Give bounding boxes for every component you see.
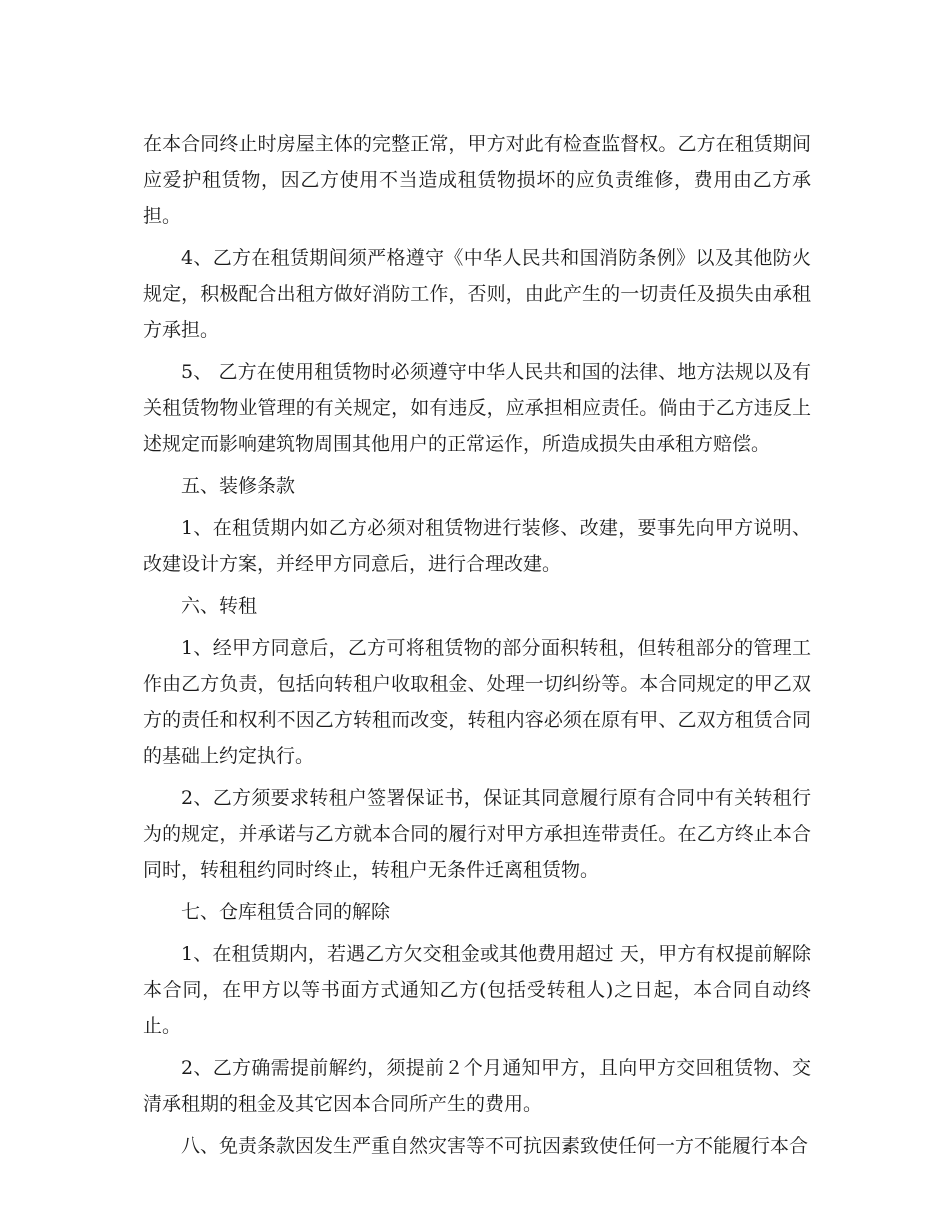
document-body xyxy=(143,126,811,1170)
clause-paragraph: 4、乙方在租赁期间须严格遵守《中华人民共和国消防条例》以及其他防火规定，积极配合出租方做好消防工作，否则，由此产生的一切责任及损失由承租方承担。 xyxy=(143,247,811,341)
section-heading: 六、转租 xyxy=(181,595,258,617)
clause-paragraph: 1、在租赁期内如乙方必须对租赁物进行装修、改建，要事先向甲方说明、改建设计方案，并经甲方同意后，进行合理改建。 xyxy=(143,517,811,575)
section-heading: 七、仓库租赁合同的解除 xyxy=(181,901,391,923)
clause-paragraph: 1、在租赁期内，若遇乙方欠交租金或其他费用超过 天，甲方有权提前解除本合同，在甲方以等书面方式通知乙方(包括受转租人)之日起，本合同自动终止。 xyxy=(143,943,811,1037)
clause-paragraph: 2、乙方须要求转租户签署保证书，保证其同意履行原有合同中有关转租行为的规定，并承诺与乙方就本合同的履行对甲方承担连带责任。在乙方终止本合同时，转租租约同时终止，转租户无条件迁离租赁物。 xyxy=(143,787,811,881)
clause-paragraph: 2、乙方确需提前解约，须提前２个月通知甲方，且向甲方交回租赁物、交清承租期的租金及其它因本合同所产生的费用。 xyxy=(143,1057,811,1115)
clause-paragraph: 八、免责条款因发生严重自然灾害等不可抗因素致使任何一方不能履行本合 xyxy=(181,1135,809,1157)
clause-paragraph: 5、 乙方在使用租赁物时必须遵守中华人民共和国的法律、地方法规以及有关租赁物物业管理的有关规定，如有违反，应承担相应责任。倘由于乙方违反上述规定而影响建筑物周围其他用户的正常运作，所造成损失由承租方赔偿。 xyxy=(143,361,811,455)
paragraph-continuation: 在本合同终止时房屋主体的完整正常，甲方对此有检查监督权。乙方在租赁期间应爱护租赁物，因乙方使用不当造成租赁物损坏的应负责维修，费用由乙方承担。 xyxy=(143,133,811,227)
clause-paragraph: 1、经甲方同意后，乙方可将租赁物的部分面积转租，但转租部分的管理工作由乙方负责，包括向转租户收取租金、处理一切纠纷等。本合同规定的甲乙双方的责任和权利不因乙方转租而改变，转租内容必须在原有甲、乙双方租赁合同的基础上约定执行。 xyxy=(143,637,811,767)
section-heading: 五、装修条款 xyxy=(181,475,296,497)
